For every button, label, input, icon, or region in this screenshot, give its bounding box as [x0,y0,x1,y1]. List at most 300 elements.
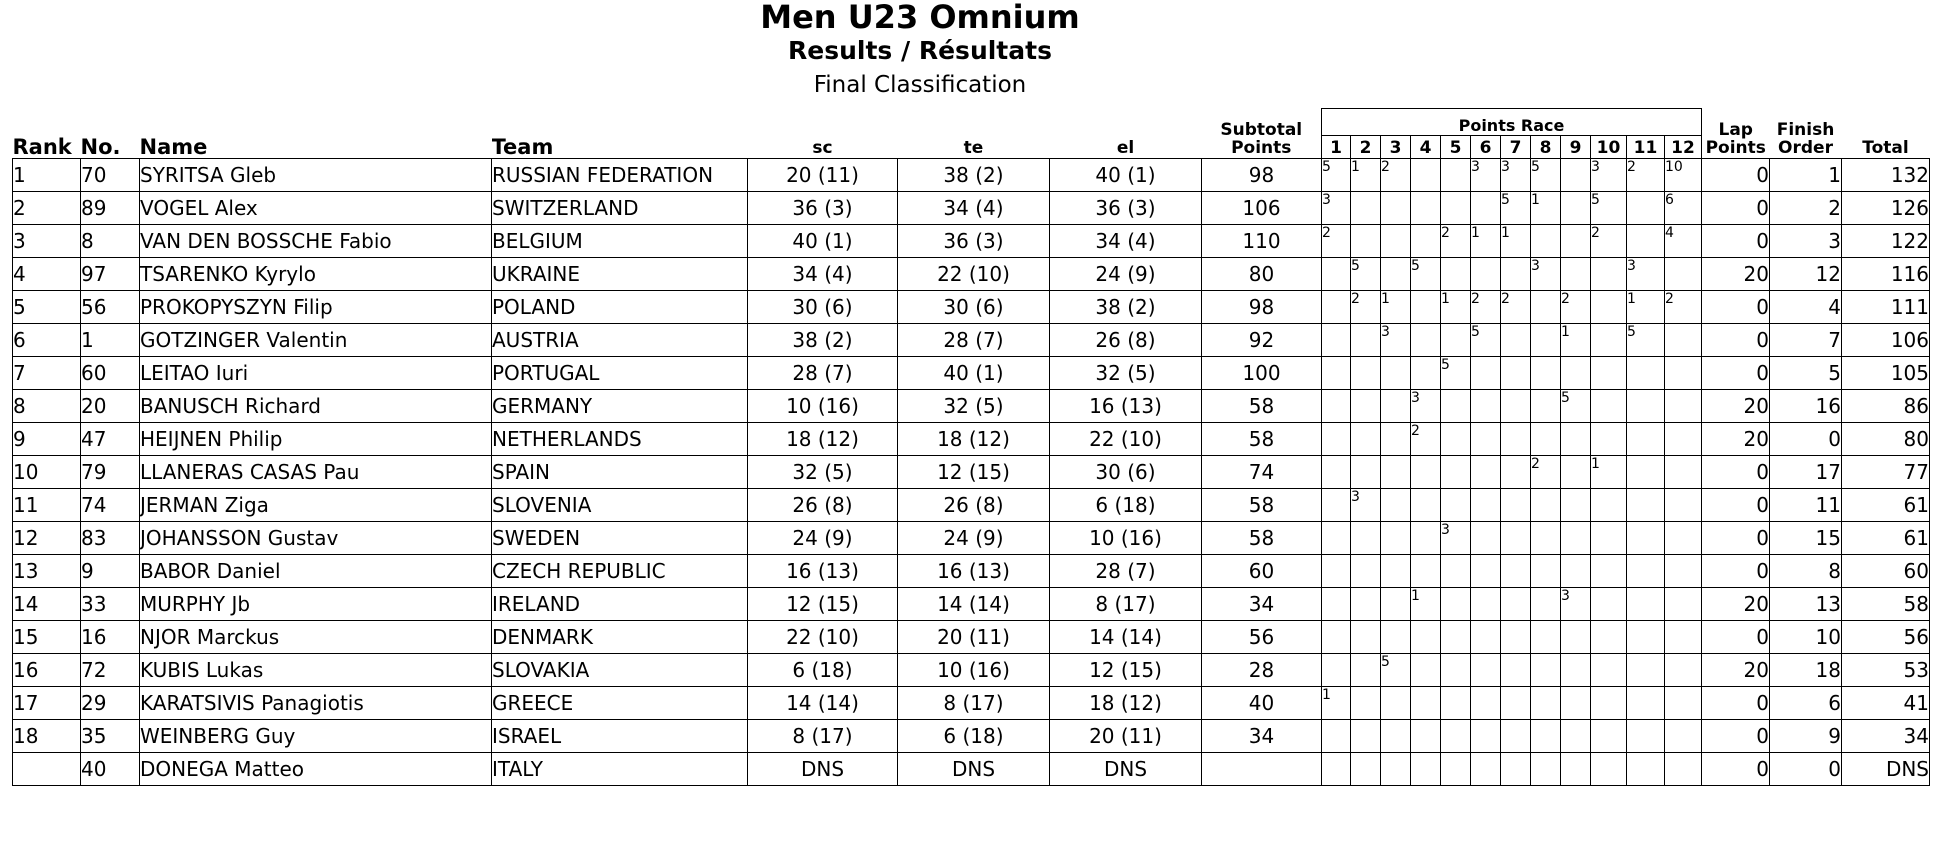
sprint-points-cell [1561,522,1591,555]
tempo-cell: DNS [898,753,1050,786]
sprint-points-cell [1561,687,1591,720]
rank-cell: 6 [13,324,81,357]
team-cell: AUSTRIA [492,324,748,357]
finish-order-cell: 17 [1770,456,1842,489]
sprint-points-cell [1471,555,1501,588]
sprint-points-cell [1381,687,1411,720]
sprint-points-cell [1411,324,1441,357]
finish-order-cell: 12 [1770,258,1842,291]
lap-points-cell: 0 [1702,291,1770,324]
finish-order-cell: 18 [1770,654,1842,687]
sprint-points-cell [1351,654,1381,687]
subtotal-cell [1202,753,1322,786]
bib-number-cell: 83 [81,522,140,555]
rider-name-cell: BANUSCH Richard [140,390,492,423]
sprint-points-cell [1627,225,1665,258]
tempo-cell: 30 (6) [898,291,1050,324]
subtotal-cell: 110 [1202,225,1322,258]
total-cell: 56 [1842,621,1930,654]
header-lap-line1: Lap [1718,120,1753,141]
sprint-points-cell [1322,423,1351,456]
total-cell: 77 [1842,456,1930,489]
subtotal-cell: 56 [1202,621,1322,654]
sprint-points-cell: 5 [1591,192,1627,225]
sprint-points-cell [1471,588,1501,621]
scratch-cell: 24 (9) [748,522,898,555]
elimination-cell: 38 (2) [1050,291,1202,324]
team-cell: SLOVAKIA [492,654,748,687]
rank-cell [13,753,81,786]
sprint-points-cell [1561,357,1591,390]
total-cell: 80 [1842,423,1930,456]
sprint-points-cell [1381,390,1411,423]
sprint-points-cell [1441,621,1471,654]
sprint-points-cell [1665,489,1702,522]
sprint-points-cell [1351,225,1381,258]
scratch-cell: 8 (17) [748,720,898,753]
team-cell: SLOVENIA [492,489,748,522]
finish-order-cell: 5 [1770,357,1842,390]
header-el: el [1116,138,1135,159]
sprint-points-cell [1351,423,1381,456]
sprint-points-cell: 10 [1665,159,1702,192]
sprint-points-cell [1471,522,1501,555]
sprint-points-cell: 2 [1381,159,1411,192]
scratch-cell: 10 (16) [748,390,898,423]
finish-order-cell: 10 [1770,621,1842,654]
total-cell: 34 [1842,720,1930,753]
sprint-points-cell [1381,357,1411,390]
sprint-points-cell [1665,258,1702,291]
sprint-points-cell [1531,324,1561,357]
tempo-cell: 32 (5) [898,390,1050,423]
sprint-points-cell [1501,621,1531,654]
scratch-cell: 12 (15) [748,588,898,621]
tempo-cell: 18 (12) [898,423,1050,456]
sprint-points-cell [1501,324,1531,357]
header-lap-points [1702,109,1770,159]
table-row [13,489,1930,522]
sprint-points-cell [1531,720,1561,753]
scratch-cell: 38 (2) [748,324,898,357]
table-row [13,621,1930,654]
total-cell: 61 [1842,489,1930,522]
sprint-points-cell: 3 [1411,390,1441,423]
sprint-points-cell: 3 [1501,159,1531,192]
sprint-points-cell [1591,720,1627,753]
tempo-cell: 36 (3) [898,225,1050,258]
rank-cell: 16 [13,654,81,687]
header-name: Name [139,134,208,159]
scratch-cell: 18 (12) [748,423,898,456]
rider-name-cell: GOTZINGER Valentin [140,324,492,357]
sprint-points-cell: 1 [1591,456,1627,489]
total-cell: 58 [1842,588,1930,621]
sprint-points-cell [1322,588,1351,621]
sprint-points-cell [1441,324,1471,357]
total-cell: 132 [1842,159,1930,192]
sprint-points-cell [1441,588,1471,621]
sprint-points-cell: 3 [1627,258,1665,291]
sprint-points-cell: 3 [1322,192,1351,225]
sprint-points-cell: 3 [1471,159,1501,192]
rider-name-cell: VOGEL Alex [140,192,492,225]
table-row [13,720,1930,753]
header-total: Total [1862,138,1909,159]
tempo-cell: 38 (2) [898,159,1050,192]
sprint-points-cell [1441,687,1471,720]
rider-name-cell: LLANERAS CASAS Pau [140,456,492,489]
sprint-points-cell [1351,192,1381,225]
sprint-points-cell: 1 [1322,687,1351,720]
finish-order-cell: 4 [1770,291,1842,324]
lap-points-cell: 0 [1702,753,1770,786]
sprint-points-cell [1322,654,1351,687]
header-sc: sc [812,138,833,159]
table-row [13,456,1930,489]
sprint-points-cell: 3 [1441,522,1471,555]
tempo-cell: 22 (10) [898,258,1050,291]
subtotal-cell: 100 [1202,357,1322,390]
sprint-points-cell [1411,456,1441,489]
sprint-points-cell [1381,753,1411,786]
rank-cell: 8 [13,390,81,423]
team-cell: SWEDEN [492,522,748,555]
finish-order-cell: 1 [1770,159,1842,192]
sprint-points-cell [1501,456,1531,489]
team-cell: CZECH REPUBLIC [492,555,748,588]
finish-order-cell: 15 [1770,522,1842,555]
sprint-points-cell [1627,753,1665,786]
bib-number-cell: 20 [81,390,140,423]
sprint-points-cell [1591,423,1627,456]
sprint-points-cell [1627,456,1665,489]
sprint-points-cell: 2 [1441,225,1471,258]
lap-points-cell: 0 [1702,324,1770,357]
finish-order-cell: 7 [1770,324,1842,357]
header-sprint-7: 7 [1501,136,1531,159]
page-subtitle: Results / Résultats [788,36,1052,65]
sprint-points-cell [1501,390,1531,423]
sprint-points-cell [1591,588,1627,621]
lap-points-cell: 0 [1702,225,1770,258]
sprint-points-cell [1471,687,1501,720]
sprint-points-cell [1561,720,1591,753]
sprint-points-cell [1561,423,1591,456]
sprint-points-cell [1531,522,1561,555]
header-sprint-5: 5 [1441,136,1471,159]
sprint-points-cell [1411,225,1441,258]
sprint-points-cell [1665,654,1702,687]
total-cell: 61 [1842,522,1930,555]
sprint-points-cell [1351,324,1381,357]
sprint-points-cell: 2 [1322,225,1351,258]
subtotal-cell: 74 [1202,456,1322,489]
total-cell: 122 [1842,225,1930,258]
sprint-points-cell [1351,687,1381,720]
team-cell: NETHERLANDS [492,423,748,456]
table-row [13,687,1930,720]
sprint-points-cell [1411,555,1441,588]
scratch-cell: 14 (14) [748,687,898,720]
sprint-points-cell [1501,654,1531,687]
sprint-points-cell [1411,654,1441,687]
elimination-cell: 20 (11) [1050,720,1202,753]
tempo-cell: 12 (15) [898,456,1050,489]
sprint-points-cell [1561,489,1591,522]
scratch-cell: 6 (18) [748,654,898,687]
results-table [12,108,1930,786]
sprint-points-cell [1322,555,1351,588]
lap-points-cell: 0 [1702,357,1770,390]
sprint-points-cell [1591,555,1627,588]
sprint-points-cell: 5 [1627,324,1665,357]
tempo-cell: 14 (14) [898,588,1050,621]
sprint-points-cell [1627,192,1665,225]
sprint-points-cell [1531,357,1561,390]
header-subtotal-line2: Points [1231,138,1292,159]
team-cell: RUSSIAN FEDERATION [492,159,748,192]
total-cell: 53 [1842,654,1930,687]
header-te: te [963,138,984,159]
sprint-points-cell [1441,456,1471,489]
rider-name-cell: JERMAN Ziga [140,489,492,522]
tempo-cell: 34 (4) [898,192,1050,225]
lap-points-cell: 0 [1702,720,1770,753]
sprint-points-cell [1627,720,1665,753]
rider-name-cell: HEIJNEN Philip [140,423,492,456]
sprint-points-cell [1322,720,1351,753]
sprint-points-cell [1411,291,1441,324]
sprint-points-cell: 5 [1501,192,1531,225]
sprint-points-cell [1665,522,1702,555]
sprint-points-cell [1627,423,1665,456]
bib-number-cell: 47 [81,423,140,456]
sprint-points-cell: 1 [1561,324,1591,357]
tempo-cell: 8 (17) [898,687,1050,720]
sprint-points-cell [1501,489,1531,522]
sprint-points-cell [1561,258,1591,291]
sprint-points-cell [1501,357,1531,390]
header-sprint-6: 6 [1471,136,1501,159]
sprint-points-cell: 1 [1441,291,1471,324]
sprint-points-cell [1627,687,1665,720]
lap-points-cell: 20 [1702,390,1770,423]
scratch-cell: 20 (11) [748,159,898,192]
sprint-points-cell: 5 [1441,357,1471,390]
elimination-cell: 40 (1) [1050,159,1202,192]
sprint-points-cell [1665,753,1702,786]
table-row [13,324,1930,357]
header-sprint-10: 10 [1591,136,1627,159]
elimination-cell: 10 (16) [1050,522,1202,555]
sprint-points-cell: 1 [1471,225,1501,258]
elimination-cell: 14 (14) [1050,621,1202,654]
sprint-points-cell [1471,489,1501,522]
table-header [13,109,1930,159]
sprint-points-cell [1665,621,1702,654]
elimination-cell: 32 (5) [1050,357,1202,390]
team-cell: UKRAINE [492,258,748,291]
results-body [13,159,1930,786]
lap-points-cell: 0 [1702,192,1770,225]
team-cell: POLAND [492,291,748,324]
bib-number-cell: 72 [81,654,140,687]
header-subtotal-line1: Subtotal [1220,120,1303,141]
elimination-cell: 22 (10) [1050,423,1202,456]
sprint-points-cell [1441,159,1471,192]
subtotal-cell: 60 [1202,555,1322,588]
lap-points-cell: 0 [1702,621,1770,654]
scratch-cell: 32 (5) [748,456,898,489]
sprint-points-cell [1591,489,1627,522]
sprint-points-cell [1471,720,1501,753]
sprint-points-cell: 2 [1665,291,1702,324]
sprint-points-cell [1531,654,1561,687]
sprint-points-cell [1351,390,1381,423]
bib-number-cell: 8 [81,225,140,258]
sprint-points-cell: 2 [1411,423,1441,456]
scratch-cell: 30 (6) [748,291,898,324]
sprint-points-cell: 1 [1627,291,1665,324]
rider-name-cell: JOHANSSON Gustav [140,522,492,555]
table-row [13,555,1930,588]
rank-cell: 17 [13,687,81,720]
subtotal-cell: 34 [1202,588,1322,621]
total-cell: DNS [1842,753,1930,786]
lap-points-cell: 0 [1702,456,1770,489]
sprint-points-cell [1351,456,1381,489]
sprint-points-cell [1471,423,1501,456]
scratch-cell: 36 (3) [748,192,898,225]
sprint-points-cell [1351,720,1381,753]
sprint-points-cell [1441,423,1471,456]
sprint-points-cell [1665,687,1702,720]
elimination-cell: 24 (9) [1050,258,1202,291]
sprint-points-cell [1471,456,1501,489]
sprint-points-cell: 2 [1351,291,1381,324]
sprint-points-cell [1501,258,1531,291]
rider-name-cell: SYRITSA Gleb [140,159,492,192]
sprint-points-cell [1591,654,1627,687]
sprint-points-cell [1501,555,1531,588]
bib-number-cell: 56 [81,291,140,324]
bib-number-cell: 70 [81,159,140,192]
team-cell: DENMARK [492,621,748,654]
header-sprint-11: 11 [1627,136,1665,159]
sprint-points-cell [1441,258,1471,291]
sprint-points-cell [1471,258,1501,291]
header-sprint-1: 1 [1322,136,1351,159]
tempo-cell: 26 (8) [898,489,1050,522]
total-cell: 106 [1842,324,1930,357]
sprint-points-cell [1471,654,1501,687]
elimination-cell: 8 (17) [1050,588,1202,621]
sprint-points-cell [1471,192,1501,225]
header-sprint-9: 9 [1561,136,1591,159]
sprint-points-cell [1591,324,1627,357]
rank-cell: 4 [13,258,81,291]
sprint-points-cell [1351,555,1381,588]
rider-name-cell: WEINBERG Guy [140,720,492,753]
sprint-points-cell [1411,192,1441,225]
sprint-points-cell [1591,621,1627,654]
sprint-points-cell [1411,687,1441,720]
rank-cell: 7 [13,357,81,390]
table-row [13,654,1930,687]
subtotal-cell: 28 [1202,654,1322,687]
sprint-points-cell [1471,390,1501,423]
bib-number-cell: 74 [81,489,140,522]
classification-label: Final Classification [813,72,1027,98]
bib-number-cell: 16 [81,621,140,654]
elimination-cell: 28 (7) [1050,555,1202,588]
total-cell: 105 [1842,357,1930,390]
scratch-cell: 26 (8) [748,489,898,522]
sprint-points-cell [1627,522,1665,555]
sprint-points-cell [1591,357,1627,390]
sprint-points-cell [1381,423,1411,456]
sprint-points-cell [1665,456,1702,489]
sprint-points-cell [1381,720,1411,753]
sprint-points-cell [1322,258,1351,291]
sprint-points-cell [1665,588,1702,621]
sprint-points-cell: 5 [1471,324,1501,357]
sprint-points-cell: 2 [1501,291,1531,324]
sprint-points-cell [1501,522,1531,555]
subtotal-cell: 58 [1202,390,1322,423]
table-row [13,753,1930,786]
sprint-points-cell [1441,390,1471,423]
sprint-points-cell [1531,489,1561,522]
sprint-points-cell [1561,159,1591,192]
sprint-points-cell: 6 [1665,192,1702,225]
total-cell: 41 [1842,687,1930,720]
table-row [13,192,1930,225]
lap-points-cell: 0 [1702,522,1770,555]
total-cell: 86 [1842,390,1930,423]
header-finish-line2: Order [1778,138,1833,159]
scratch-cell: DNS [748,753,898,786]
header-sprint-4: 4 [1411,136,1441,159]
rank-cell: 3 [13,225,81,258]
lap-points-cell: 20 [1702,654,1770,687]
scratch-cell: 16 (13) [748,555,898,588]
rank-cell: 2 [13,192,81,225]
table-row [13,423,1930,456]
lap-points-cell: 0 [1702,555,1770,588]
sprint-points-cell: 2 [1561,291,1591,324]
bib-number-cell: 40 [81,753,140,786]
finish-order-cell: 2 [1770,192,1842,225]
sprint-points-cell [1531,225,1561,258]
sprint-points-cell [1531,390,1561,423]
elimination-cell: 30 (6) [1050,456,1202,489]
sprint-points-cell: 2 [1471,291,1501,324]
table-row [13,390,1930,423]
header-lap-line2: Points [1705,138,1766,159]
sprint-points-cell [1501,753,1531,786]
sprint-points-cell [1471,357,1501,390]
finish-order-cell: 6 [1770,687,1842,720]
sprint-points-cell [1441,720,1471,753]
sprint-points-cell [1411,159,1441,192]
finish-order-cell: 13 [1770,588,1842,621]
sprint-points-cell [1411,489,1441,522]
rank-cell: 15 [13,621,81,654]
scratch-cell: 22 (10) [748,621,898,654]
sprint-points-cell [1322,456,1351,489]
